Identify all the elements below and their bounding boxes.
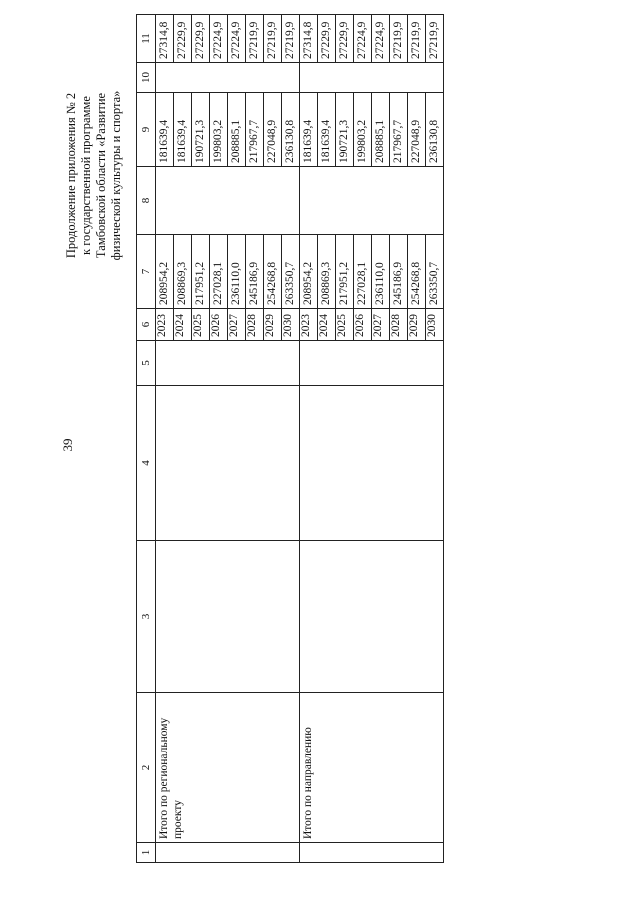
year-cell: 2025 <box>192 309 210 341</box>
other-value-cell: 27219,9 <box>408 15 426 63</box>
total-value-cell: 263350,7 <box>282 235 300 309</box>
budget-value-cell: 227048,9 <box>264 93 282 167</box>
column-header-10: 10 <box>137 63 156 93</box>
budget-value-cell: 217967,7 <box>246 93 264 167</box>
financing-table <box>136 14 444 863</box>
other-value-cell: 27224,9 <box>228 15 246 63</box>
year-cell: 2028 <box>390 309 408 341</box>
column-header-7: 7 <box>137 235 156 309</box>
cell-col-10 <box>156 63 300 93</box>
cell-col-5 <box>300 341 444 386</box>
column-header-1: 1 <box>137 843 156 863</box>
budget-value-cell: 190721,3 <box>192 93 210 167</box>
table-row <box>156 15 174 863</box>
other-value-cell: 27219,9 <box>264 15 282 63</box>
appendix-header-note <box>64 58 124 293</box>
other-value-cell: 27224,9 <box>372 15 390 63</box>
year-cell: 2024 <box>174 309 192 341</box>
header-note-line: физической культуры и спорта» <box>109 90 123 261</box>
other-value-cell: 27229,9 <box>174 15 192 63</box>
total-value-cell: 245186,9 <box>390 235 408 309</box>
other-value-cell: 27219,9 <box>426 15 444 63</box>
budget-value-cell: 190721,3 <box>336 93 354 167</box>
cell-col-4 <box>300 386 444 541</box>
other-value-cell: 27219,9 <box>246 15 264 63</box>
year-cell: 2023 <box>156 309 174 341</box>
total-value-cell: 217951,2 <box>336 235 354 309</box>
year-cell: 2024 <box>318 309 336 341</box>
total-value-cell: 208869,3 <box>318 235 336 309</box>
budget-value-cell: 236130,8 <box>282 93 300 167</box>
total-value-cell: 217951,2 <box>192 235 210 309</box>
table-row <box>300 15 318 863</box>
year-cell: 2027 <box>228 309 246 341</box>
budget-value-cell: 181639,4 <box>300 93 318 167</box>
year-cell: 2023 <box>300 309 318 341</box>
budget-value-cell: 181639,4 <box>156 93 174 167</box>
budget-value-cell: 181639,4 <box>318 93 336 167</box>
other-value-cell: 27314,8 <box>300 15 318 63</box>
total-value-cell: 254268,8 <box>264 235 282 309</box>
cell-col-5 <box>156 341 300 386</box>
other-value-cell: 27229,9 <box>336 15 354 63</box>
year-cell: 2030 <box>426 309 444 341</box>
year-cell: 2029 <box>264 309 282 341</box>
budget-value-cell: 208885,1 <box>372 93 390 167</box>
total-value-cell: 263350,7 <box>426 235 444 309</box>
year-cell: 2030 <box>282 309 300 341</box>
column-number-row <box>137 15 156 863</box>
year-cell: 2027 <box>372 309 390 341</box>
group-label: Итого по направлению <box>300 693 444 843</box>
column-header-8: 8 <box>137 167 156 235</box>
group-label: Итого по региональному проекту <box>156 693 300 843</box>
other-value-cell: 27314,8 <box>156 15 174 63</box>
cell-col-10 <box>300 63 444 93</box>
cell-col-1 <box>300 843 444 863</box>
budget-value-cell: 227048,9 <box>408 93 426 167</box>
cell-col-8 <box>300 167 444 235</box>
total-value-cell: 208869,3 <box>174 235 192 309</box>
cell-col-3 <box>156 541 300 693</box>
year-cell: 2025 <box>336 309 354 341</box>
column-header-5: 5 <box>137 341 156 386</box>
cell-col-1 <box>156 843 300 863</box>
column-header-6: 6 <box>137 309 156 341</box>
column-header-2: 2 <box>137 693 156 843</box>
other-value-cell: 27229,9 <box>318 15 336 63</box>
other-value-cell: 27229,9 <box>192 15 210 63</box>
budget-value-cell: 236130,8 <box>426 93 444 167</box>
year-cell: 2029 <box>408 309 426 341</box>
total-value-cell: 227028,1 <box>210 235 228 309</box>
budget-value-cell: 217967,7 <box>390 93 408 167</box>
cell-col-8 <box>156 167 300 235</box>
column-header-4: 4 <box>137 386 156 541</box>
year-cell: 2026 <box>354 309 372 341</box>
header-note-line: Продолжение приложения № 2 <box>64 92 78 259</box>
budget-value-cell: 181639,4 <box>174 93 192 167</box>
total-value-cell: 208954,2 <box>156 235 174 309</box>
total-value-cell: 254268,8 <box>408 235 426 309</box>
budget-value-cell: 208885,1 <box>228 93 246 167</box>
total-value-cell: 236110,0 <box>228 235 246 309</box>
column-header-11: 11 <box>137 15 156 63</box>
budget-value-cell: 199803,2 <box>354 93 372 167</box>
total-value-cell: 245186,9 <box>246 235 264 309</box>
total-value-cell: 208954,2 <box>300 235 318 309</box>
other-value-cell: 27224,9 <box>354 15 372 63</box>
header-note-line: к государственной программе <box>79 96 93 255</box>
column-header-3: 3 <box>137 541 156 693</box>
year-cell: 2028 <box>246 309 264 341</box>
page-number: 39 <box>60 438 75 452</box>
header-note-line: Тамбовской области «Развитие <box>94 92 108 259</box>
other-value-cell: 27219,9 <box>390 15 408 63</box>
budget-value-cell: 199803,2 <box>210 93 228 167</box>
column-header-9: 9 <box>137 93 156 167</box>
financing-table-container <box>136 21 560 863</box>
cell-col-4 <box>156 386 300 541</box>
total-value-cell: 236110,0 <box>372 235 390 309</box>
total-value-cell: 227028,1 <box>354 235 372 309</box>
year-cell: 2026 <box>210 309 228 341</box>
other-value-cell: 27219,9 <box>282 15 300 63</box>
other-value-cell: 27224,9 <box>210 15 228 63</box>
cell-col-3 <box>300 541 444 693</box>
